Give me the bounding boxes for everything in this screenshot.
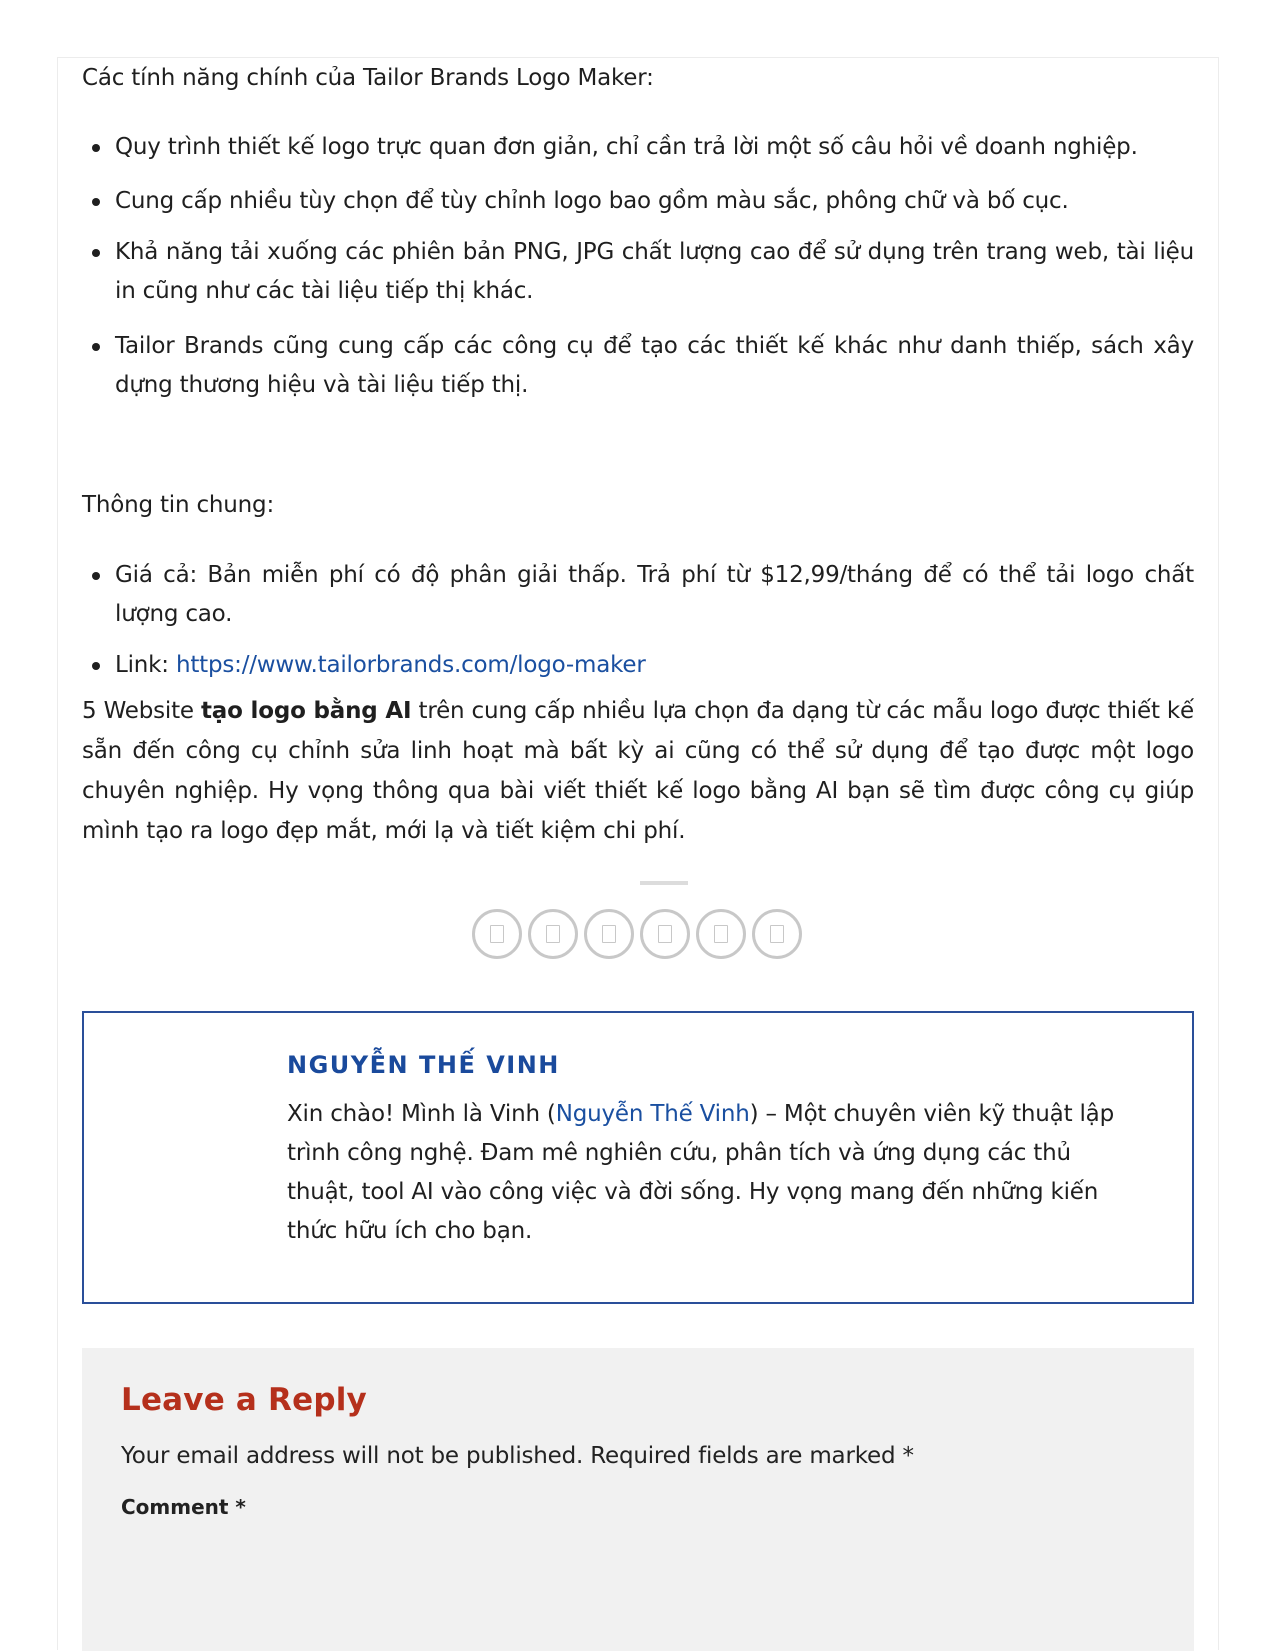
share-button[interactable] — [752, 909, 802, 959]
reply-title: Leave a Reply — [121, 1382, 367, 1418]
bullet-icon — [92, 572, 100, 580]
summary-keyword: tạo logo bằng AI — [201, 698, 412, 724]
bullet-icon — [92, 249, 100, 257]
tailorbrands-link[interactable]: https://www.tailorbrands.com/logo-maker — [175, 652, 646, 678]
share-button[interactable] — [640, 909, 690, 959]
share-button[interactable] — [584, 909, 634, 959]
list-item: Khả năng tải xuống các phiên bản PNG, JPG chất lượng cao để sử dụng trên trang web, tài liệu in cũng như các tài liệu tiếp thị khác. — [82, 233, 1194, 311]
features-intro: Các tính năng chính của Tailor Brands Logo Maker: — [82, 65, 654, 91]
comment-label: Comment * — [121, 1495, 246, 1519]
share-icon — [658, 925, 672, 943]
share-buttons — [472, 909, 802, 959]
share-icon — [602, 925, 616, 943]
share-icon — [714, 925, 728, 943]
link-label: Link: — [115, 652, 176, 678]
bullet-icon — [92, 198, 100, 206]
reply-form — [82, 1348, 1194, 1651]
share-button[interactable] — [696, 909, 746, 959]
author-link[interactable]: Nguyễn Thế Vinh — [555, 1101, 750, 1127]
article-container — [57, 57, 1219, 1650]
share-icon — [546, 925, 560, 943]
author-name: NGUYỄN THẾ VINH — [287, 1051, 560, 1079]
list-item: Quy trình thiết kế logo trực quan đơn giản, chỉ cần trả lời một số câu hỏi về doanh nghiệp. — [82, 128, 1194, 167]
features-list — [82, 128, 1194, 405]
author-bio: Xin chào! Mình là Vinh (Nguyễn Thế Vinh) – Một chuyên viên kỹ thuật lập trình công nghệ. Đam mê nghiên cứu, phân tích và ứng dụng các thủ thuật, tool AI vào công việc và đời sống. Hy vọng mang đến những kiến thức hữu ích cho bạn. — [287, 1101, 1114, 1244]
bullet-icon — [92, 343, 100, 351]
list-item: Tailor Brands cũng cung cấp các công cụ để tạo các thiết kế khác như danh thiếp, sách xây dựng thương hiệu và tài liệu tiếp thị. — [82, 327, 1194, 405]
divider — [640, 881, 688, 885]
share-icon — [770, 925, 784, 943]
info-title: Thông tin chung: — [82, 492, 275, 518]
reply-note: Your email address will not be published. Required fields are marked * — [121, 1443, 914, 1469]
list-item: Cung cấp nhiều tùy chọn để tùy chỉnh logo bao gồm màu sắc, phông chữ và bố cục. — [82, 182, 1194, 221]
bullet-icon — [92, 144, 100, 152]
list-item — [82, 646, 1194, 685]
bullet-icon — [92, 662, 100, 670]
share-icon — [490, 925, 504, 943]
author-box — [82, 1011, 1194, 1304]
share-button[interactable] — [472, 909, 522, 959]
info-list — [82, 556, 1194, 685]
share-button[interactable] — [528, 909, 578, 959]
list-item — [82, 556, 1194, 634]
price-text: Giá cả: Bản miễn phí có độ phân giải thấp. Trả phí từ $12,99/tháng để có thể tải logo chất lượng cao. — [115, 562, 1194, 627]
summary-paragraph: 5 Website tạo logo bằng AI trên cung cấp nhiều lựa chọn đa dạng từ các mẫu logo được thiết kế sẵn đến công cụ chỉnh sửa linh hoạt mà bất kỳ ai cũng có thể sử dụng để tạo được một logo chuyên nghiệp. Hy vọng thông qua bài viết thiết kế logo bằng AI bạn sẽ tìm được công cụ giúp mình tạo ra logo đẹp mắt, mới lạ và tiết kiệm chi phí. — [82, 698, 1194, 844]
